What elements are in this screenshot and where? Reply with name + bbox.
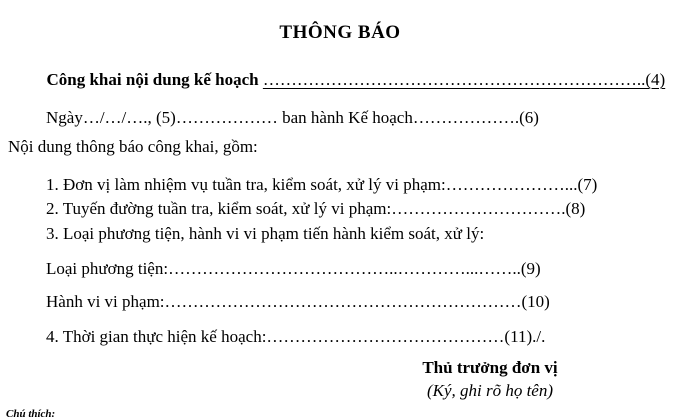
subtitle-dots: …………………………………………………………..(4) [262,70,666,89]
item-4-plan-time: 4. Thời gian thực hiện kế hoạch:……………………………………(11)./. [46,327,546,346]
signature-title: Thủ trưởng đơn vị [422,358,558,377]
signature-note: (Ký, ghi rõ họ tên) [426,381,554,400]
issue-date-line: Ngày…/…/…., (5)……………… ban hành Kế hoạch……………….(6) [46,108,539,127]
vehicle-type-line: Loại phương tiện:…………………………………..…………...……..(9) [46,259,541,278]
footer-note: Chú thích: [6,408,56,420]
item-3-vehicle-violation: 3. Loại phương tiện, hành vi vi phạm tiến hành kiểm soát, xử lý: [46,224,485,243]
item-1-unit: 1. Đơn vị làm nhiệm vụ tuần tra, kiểm soát, xử lý vi phạm:…………………...(7) [46,175,598,194]
content-intro-line: Nội dung thông báo công khai, gồm: [8,137,258,156]
violation-behavior-line: Hành vi vi phạm:………………………………………………………(10) [46,292,550,311]
item-2-route: 2. Tuyến đường tuần tra, kiểm soát, xử lý vi phạm:………………………….(8) [46,199,586,218]
subtitle-line [38,50,665,90]
document-title: THÔNG BÁO [279,22,401,43]
subtitle-text: Công khai nội dung kế hoạch [46,70,263,89]
